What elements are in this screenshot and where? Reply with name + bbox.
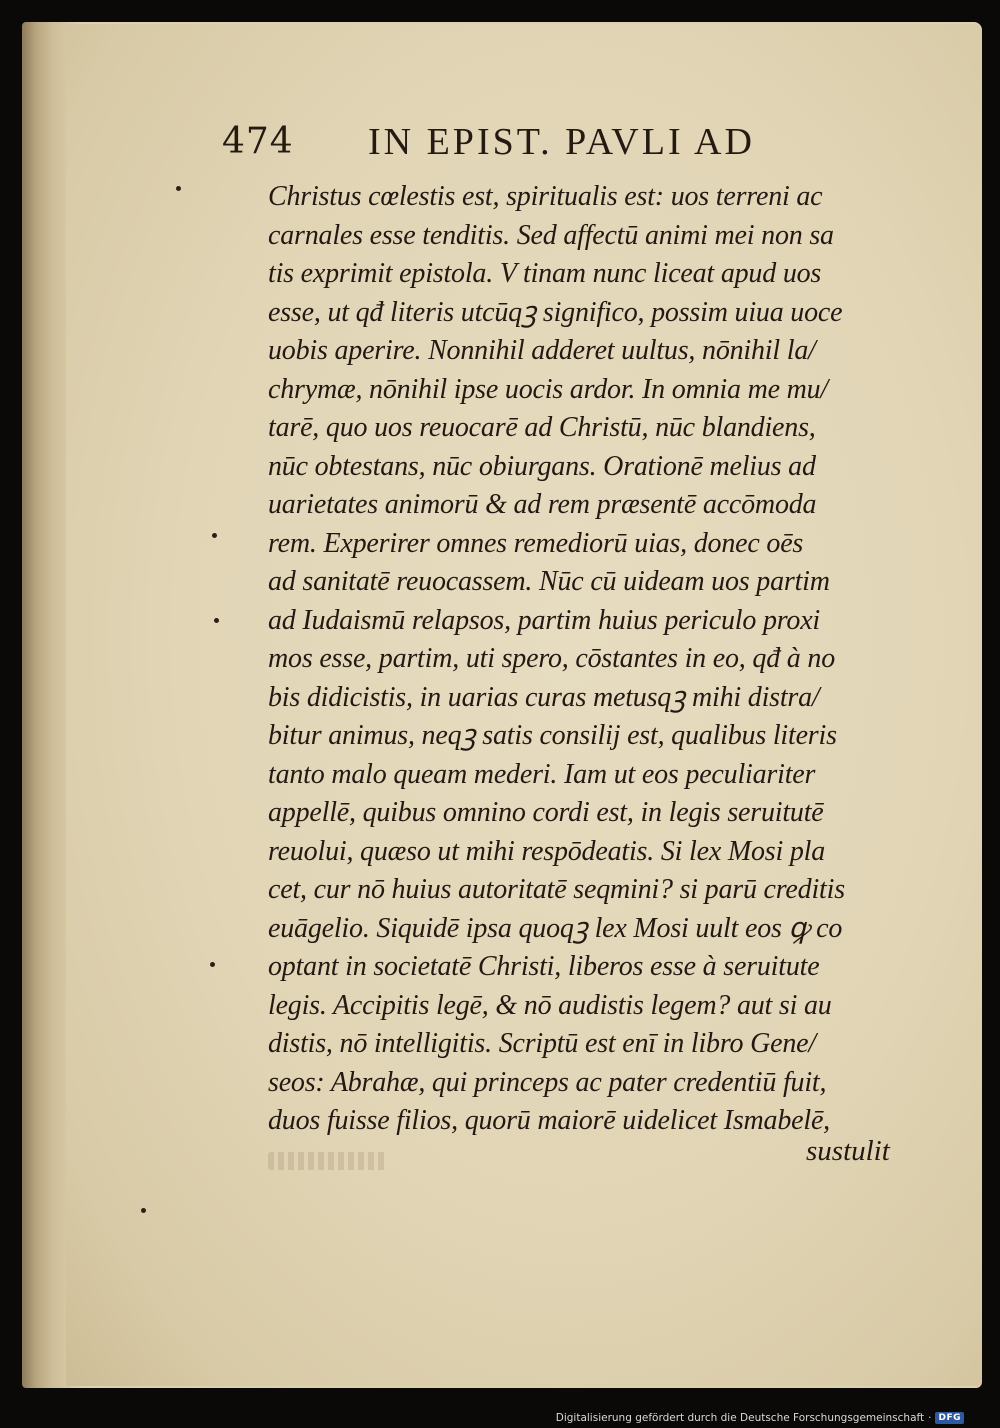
text-line: legis. Accipitis legē, & nō audistis legem? aut si au [268,989,832,1021]
text-line: distis, nō intelligitis. Scriptū est enī in libro Gene/ [268,1028,816,1059]
text-line: bitur animus, neqꝫ satis consilij est, qualibus literis [268,720,837,751]
text-line: Christus cœlestis est, spiritualis est: uos terreni ac [268,181,823,212]
ink-speck [176,186,181,191]
text-line: optant in societatē Christi, liberos esse à seruitute [268,951,820,982]
text-line: carnales esse tenditis. Sed affectū animi mei non sa [268,219,834,251]
text-line: seos: Abrahæ, qui princeps ac pater credentiū fuit, [268,1066,827,1098]
ink-speck [214,618,219,623]
text-line: tis exprimit epistola. V tinam nunc liceat apud uos [268,258,822,289]
text-line: chrymæ, nōnihil ipse uocis ardor. In omnia me mu/ [268,373,829,405]
text-line: esse, ut qđ literis utcūqꝫ significo, possim uiua uoce [268,296,843,328]
credit-text: Digitalisierung gefördert durch die Deutsche Forschungsgemeinschaft [555,1412,925,1424]
page-number: 474 [222,121,294,162]
text-line: bis didicistis, in uarias curas metusqꝫ mihi distra/ [268,681,820,713]
text-line: nūc obtestans, nūc obiurgans. Orationē melius ad [268,450,816,482]
text-line: ad sanitatē reuocassem. Nūc cū uideam uos partim [268,566,830,597]
page-header [222,118,862,166]
text-line: euāgelio. Siquidē ipsa quoqꝫ lex Mosi uult eos ꝙ co [268,912,843,944]
text-line: uarietates animorū & ad rem præsentē accōmoda [268,489,817,520]
catchword: sustulit [806,1135,890,1167]
text-line: ad Iudaismū relapsos, partim huius periculo proxi [268,604,821,636]
text-line: duos fuisse filios, quorū maiorē uidelicet Ismabelē, [268,1105,830,1136]
text-line: mos esse, partim, uti spero, cōstantes in eo, qđ à no [268,643,835,674]
text-line: cet, cur nō huius autoritatē seqmini? si parū creditis [268,874,845,905]
show-through-smudge [268,1152,388,1170]
ink-speck [141,1208,146,1213]
text-line: appellē, quibus omnino cordi est, in legis seruitutē [268,797,824,828]
text-line: tarē, quo uos reuocarē ad Christū, nūc blandiens, [268,412,816,443]
body-text [268,178,908,1141]
dfg-logo-icon: DFG [935,1412,964,1424]
text-line: reuolui, quæso ut mihi respōdeatis. Si lex Mosi pla [268,835,826,867]
ink-speck [210,962,215,967]
ink-speck [212,533,217,538]
text-line: uobis aperire. Nonnihil adderet uultus, nōnihil la/ [268,335,816,366]
text-line: rem. Experirer omnes remediorū uias, donec oēs [268,527,804,559]
running-head: IN EPIST. PAVLI AD [368,121,755,163]
digitization-credit: Digitalisierung gefördert durch die Deutsche Forschungsgemeinschaft · DFG [556,1412,964,1424]
text-line: tanto malo queam mederi. Iam ut eos peculiariter [268,758,816,790]
